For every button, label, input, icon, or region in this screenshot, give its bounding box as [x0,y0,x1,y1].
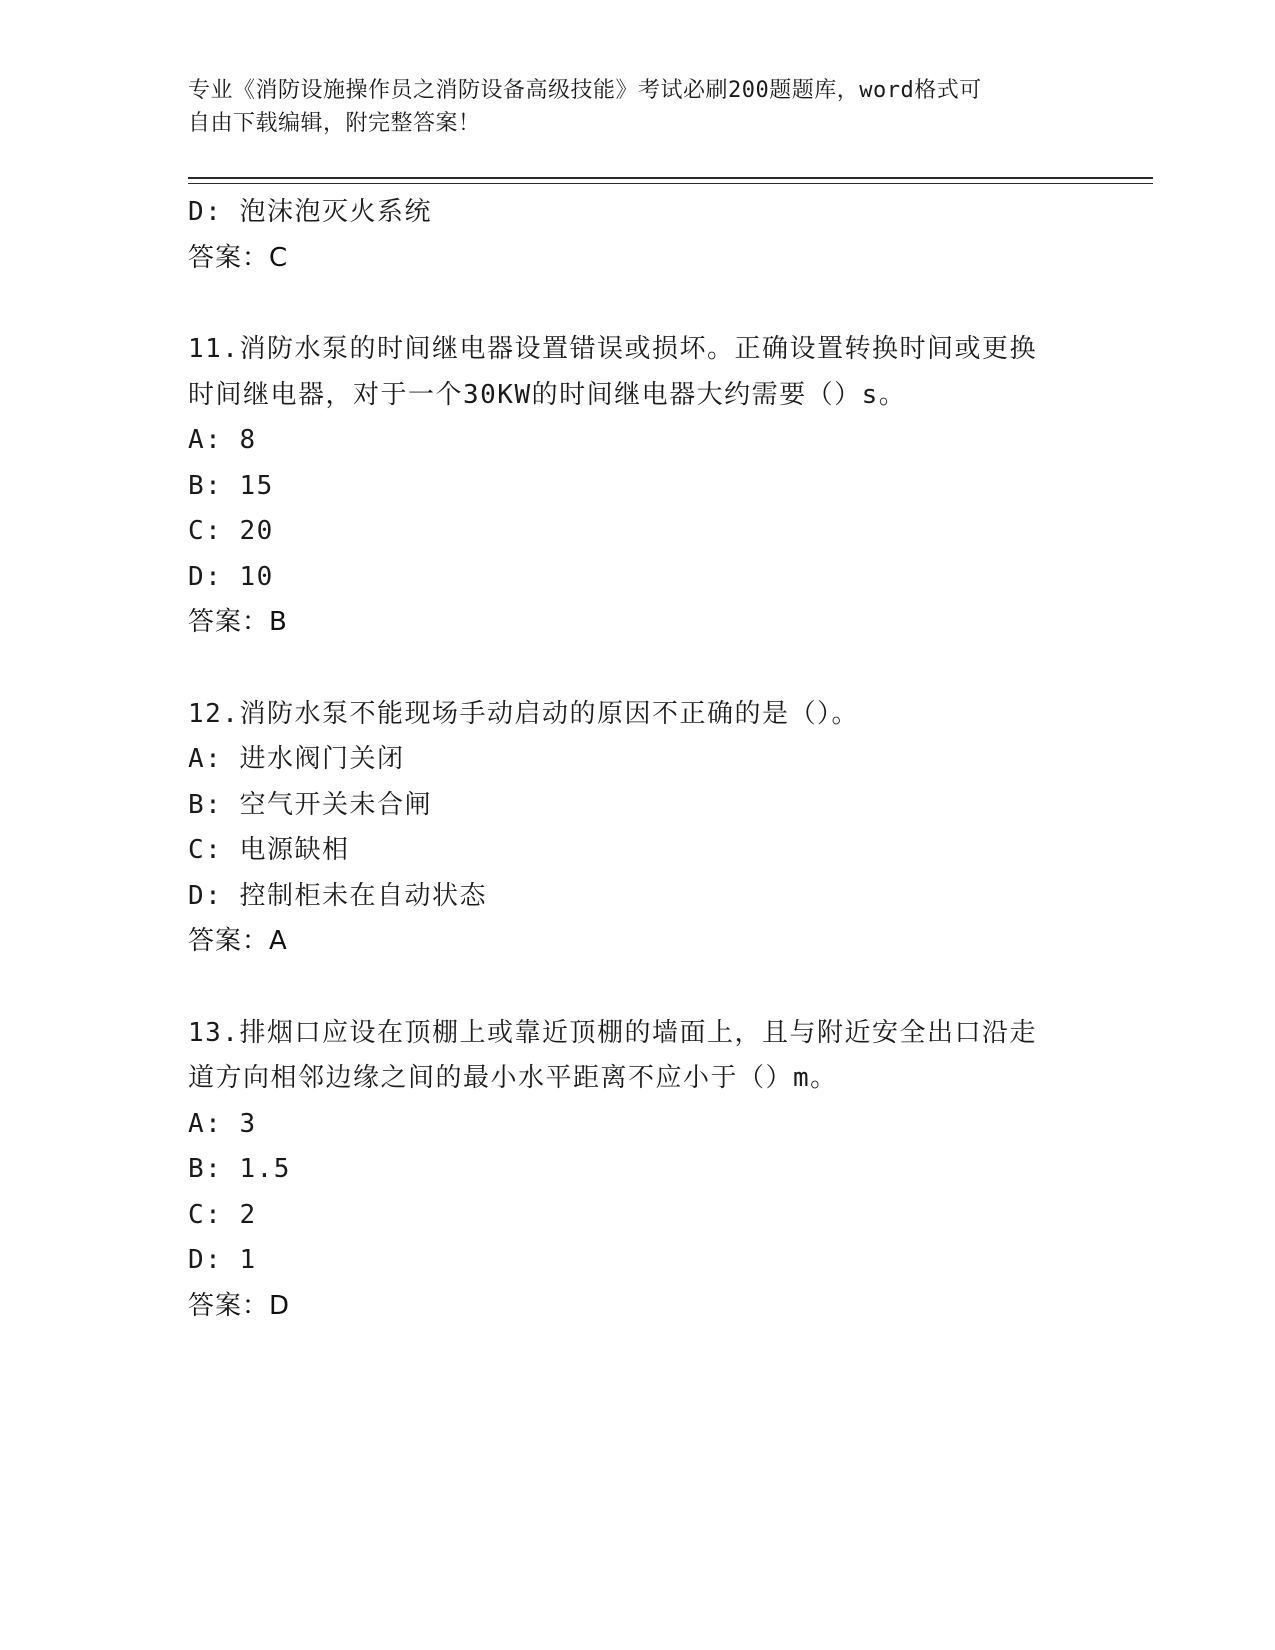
question-stem-line-1: 12.消防水泵不能现场手动启动的原因不正确的是（）。 [188,698,859,729]
header-divider-thin [188,183,1153,184]
option-a: A: 8 [188,425,257,455]
option-b: B: 1.5 [188,1154,291,1184]
question-stem-line-2: 道方向相邻边缘之间的最小水平距离不应小于（）m。 [188,1063,838,1093]
header-title-line-1: 专业《消防设施操作员之消防设备高级技能》考试必刷200题题库，word格式可 [188,78,982,103]
option-d: D: 1 [188,1245,257,1275]
question-11 [188,327,1088,646]
question-spacer [188,965,1088,1011]
prev-question-answer: 答案：C [188,242,289,273]
option-c: C: 20 [188,516,274,546]
option-b: B: 15 [188,470,274,501]
header-title-line-2: 自由下载编辑，附完整答案！ [188,111,481,136]
option-b: B: 空气开关未合闸 [188,789,432,820]
question-answer: 答案：A [188,926,288,956]
option-c: C: 电源缺相 [188,835,350,865]
question-answer: 答案：B [188,607,288,637]
option-d: D: 控制柜未在自动状态 [188,880,487,911]
document-header [188,74,1088,140]
option-c: C: 2 [188,1199,257,1230]
option-d: D: 10 [188,561,274,592]
question-stem-line-2: 时间继电器，对于一个30KW的时间继电器大约需要（）s。 [188,379,907,410]
prev-question-option-d: D: 泡沫泡灭火系统 [188,197,432,227]
question-spacer [188,281,1088,327]
question-stem-line-1: 13.排烟口应设在顶棚上或靠近顶棚的墙面上，且与附近安全出口沿走 [188,1017,1037,1048]
question-13 [188,1011,1088,1330]
question-12 [188,692,1088,965]
header-divider-thick [188,177,1153,179]
question-stem-line-1: 11.消防水泵的时间继电器设置错误或损坏。正确设置转换时间或更换 [188,334,1037,364]
question-spacer [188,646,1088,692]
option-a: A: 3 [188,1108,257,1139]
question-content [188,190,1088,1329]
question-answer: 答案：D [188,1290,291,1321]
option-a: A: 进水阀门关闭 [188,744,405,774]
